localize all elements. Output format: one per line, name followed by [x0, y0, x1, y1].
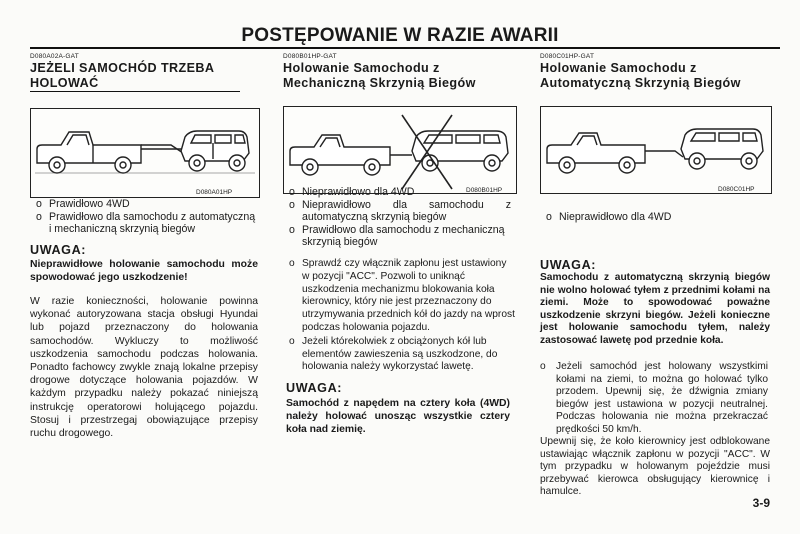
figure-3-bullets: [546, 211, 766, 224]
tow-truck-figure-3: [540, 106, 772, 194]
tow-truck-figure-1: [30, 108, 260, 198]
tow-truck-illustration: [284, 107, 516, 193]
figure-code: D080B01HP: [466, 187, 503, 194]
bullet-item: o Prawidłowo 4WD: [36, 198, 258, 211]
bullet-item: o Nieprawidłowo dla 4WD: [289, 186, 511, 199]
bullet-item: o Prawidłowo dla samochodu z automatyczną i mechaniczną skrzynią biegów: [36, 211, 258, 236]
figure-2-bullets: [289, 186, 511, 249]
figure-1-bullets: [36, 198, 258, 236]
section-heading: Holowanie Samochodu z Mechaniczną Skrzynią Biegów: [283, 61, 476, 90]
bullet-item: o Nieprawidłowo dla 4WD: [546, 211, 766, 224]
section-code: D080B01HP-GAT: [283, 53, 337, 60]
column-towing-general: [30, 52, 258, 92]
section-code: D080A02A-GAT: [30, 53, 79, 60]
tow-truck-figure-2: [283, 106, 517, 194]
note-item: o Jeżeli którekolwiek z obciążonych kół lub elementów zawieszenia są uszkodzone, do holowania należy wykorzystać lawetę.: [289, 336, 515, 374]
notes-list: [289, 258, 515, 374]
tow-truck-illustration: [31, 109, 259, 197]
warning-text: Samochód z napędem na cztery koła (4WD) należy holować unosząc wszystkie cztery koła nad ziemię.: [286, 398, 510, 436]
note-item: o Jeżeli samochód jest holowany wszystkimi kołami na ziemi, to można go holować tylko przodem. Upewnij się, że dźwignia zmiany biegów jest ustawiona w pozycji neutralnej. Podczas holowania nie można przekraczać prędkości 50 km/h.: [540, 361, 768, 437]
section-code: D080C01HP-GAT: [540, 53, 595, 60]
figure-code: D080C01HP: [718, 186, 755, 193]
bullet-item: o Nieprawidłowo dla samochodu z automatyczną skrzynią biegów: [289, 199, 511, 224]
column-manual-gearbox: [283, 52, 515, 91]
warning-text: Nieprawidłowe holowanie samochodu może spowodować jego uszkodzenie!: [30, 259, 258, 284]
tow-truck-illustration: [541, 107, 771, 193]
page-title: POSTĘPOWANIE W RAZIE AWARII: [241, 25, 559, 46]
figure-code: D080A01HP: [196, 189, 233, 196]
warning-title: UWAGA:: [286, 381, 343, 395]
body-paragraph: Upewnij się, że koło kierownicy jest odblokowane ustawiając włącznik zapłonu w pozycji "ACC". W tym przypadku w holowanym pojeździe musi przebywać kierowca obsługujący kierownicę i hamulce.: [540, 436, 770, 498]
note-list: [540, 361, 768, 437]
note-item: o Sprawdź czy włącznik zapłonu jest ustawiony w pozycji "ACC". Pozwoli to uniknąć uszkodzenia mechanizmu blokowania koła kierownicy, który nie jest przeznaczony do utrzymywania przednich kół do jazdy na wprost podczas holowania pojazdu.: [289, 258, 515, 335]
warning-title: UWAGA:: [30, 243, 87, 257]
warning-text: Samochodu z automatyczną skrzynią biegów nie wolno holować tyłem z przednimi kołami na ziemi. Może to spowodować poważne uszkodzenie skrzyni biegów. Jeżeli konieczne jest holowanie samochodu tyłem, należy zastosować lawetę pod przednie koła.: [540, 272, 770, 346]
section-heading: Holowanie Samochodu z Automatyczną Skrzynią Biegów: [540, 61, 741, 90]
section-heading: JEŻELI SAMOCHÓD TRZEBA HOLOWAĆ: [30, 61, 240, 92]
title-rule: [30, 47, 780, 49]
warning-title: UWAGA:: [540, 258, 597, 272]
bullet-item: o Prawidłowo dla samochodu z mechaniczną skrzynią biegów: [289, 224, 511, 249]
column-automatic-gearbox: [540, 52, 772, 91]
body-paragraph: W razie konieczności, holowanie powinna wykonać autoryzowana stacja obsługi Hyundai lub pojazd przeznaczony do holowania samochodów. Wykluczy to możliwość uszkodzenia samochodu podczas holowania. Ponadto fachowcy zwykle znają lokalne przepisy drogowe dotyczące holowania pojazdów. W każdym przypadku należy pokazać niniejszą instrukcję operatorowi holującego pojazdu. Stosuj i przestrzegaj obowiązujące przepisy ruchu drogowego.: [30, 296, 258, 440]
page-number: 3-9: [752, 496, 770, 510]
